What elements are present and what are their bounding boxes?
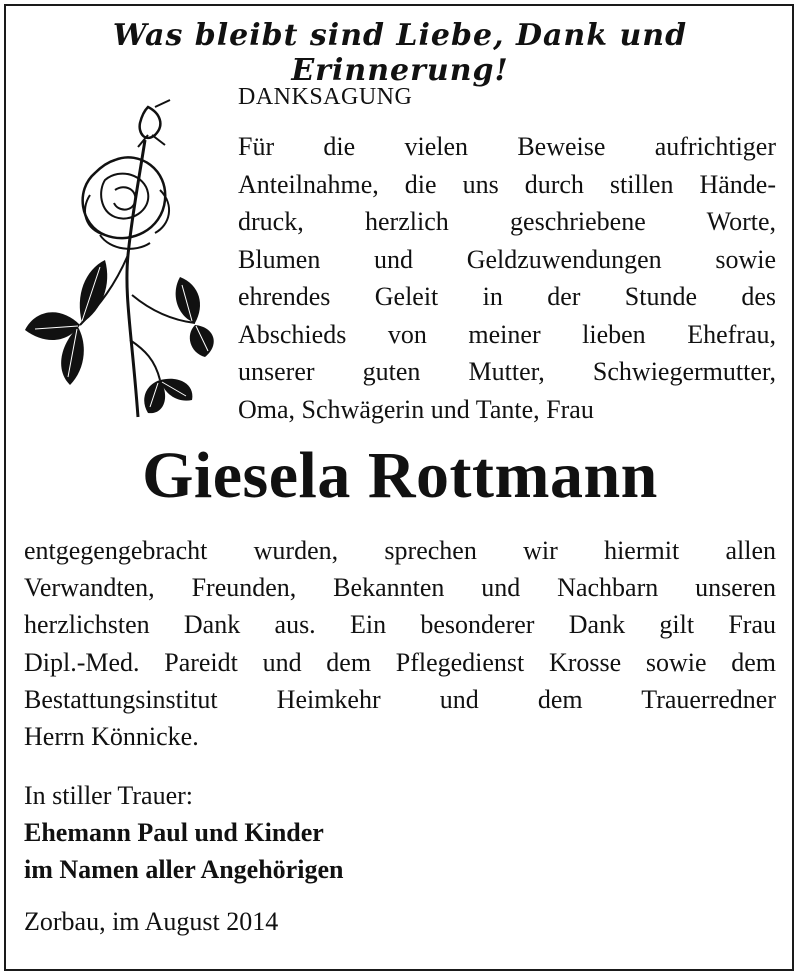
intro-line: Blumen und Geldzuwendungen sowie bbox=[238, 244, 776, 274]
intro-line: druck, herzlich geschriebene Worte, bbox=[238, 207, 776, 236]
intro-line: Oma, Schwägerin und Tante, Frau bbox=[238, 394, 594, 424]
body-line: herzlichsten Dank aus. Ein besonderer Dank gilt Frau bbox=[24, 610, 776, 640]
place-date: Zorbau, im August 2014 bbox=[24, 907, 279, 936]
body-text bbox=[24, 532, 776, 755]
intro-text bbox=[238, 128, 776, 428]
heading-danksagung: DANKSAGUNG bbox=[238, 84, 413, 110]
body-line: Dipl.-Med. Pareidt und dem Pflegedienst Krosse sowie dem bbox=[24, 647, 776, 677]
intro-line: Abschieds von meiner lieben Ehefrau, bbox=[238, 319, 776, 349]
mourning-line: In stiller Trauer: bbox=[24, 781, 193, 810]
intro-line: Für die vielen Beweise aufrichtiger bbox=[238, 132, 776, 161]
rose-icon bbox=[20, 95, 220, 420]
body-line: Bestattungsinstitut Heimkehr und dem Trauerredner bbox=[24, 684, 776, 714]
body-line: Herrn Könnicke. bbox=[24, 722, 199, 752]
intro-line: Anteilnahme, die uns durch stillen Hände- bbox=[238, 169, 776, 199]
intro-line: unserer guten Mutter, Schwiegermutter, bbox=[238, 357, 776, 386]
body-line: entgegengebracht wurden, sprechen wir hiermit allen bbox=[24, 536, 776, 565]
body-line: Verwandten, Freunden, Bekannten und Nachbarn unseren bbox=[24, 573, 776, 603]
deceased-name: Giesela Rottmann bbox=[142, 439, 658, 512]
intro-line: ehrendes Geleit in der Stunde des bbox=[238, 282, 776, 311]
signatory-relatives: im Namen aller Angehörigen bbox=[24, 855, 344, 884]
motto: Was bleibt sind Liebe, Dank und Erinnerung! bbox=[112, 18, 688, 88]
signatory-family: Ehemann Paul und Kinder bbox=[24, 818, 324, 847]
